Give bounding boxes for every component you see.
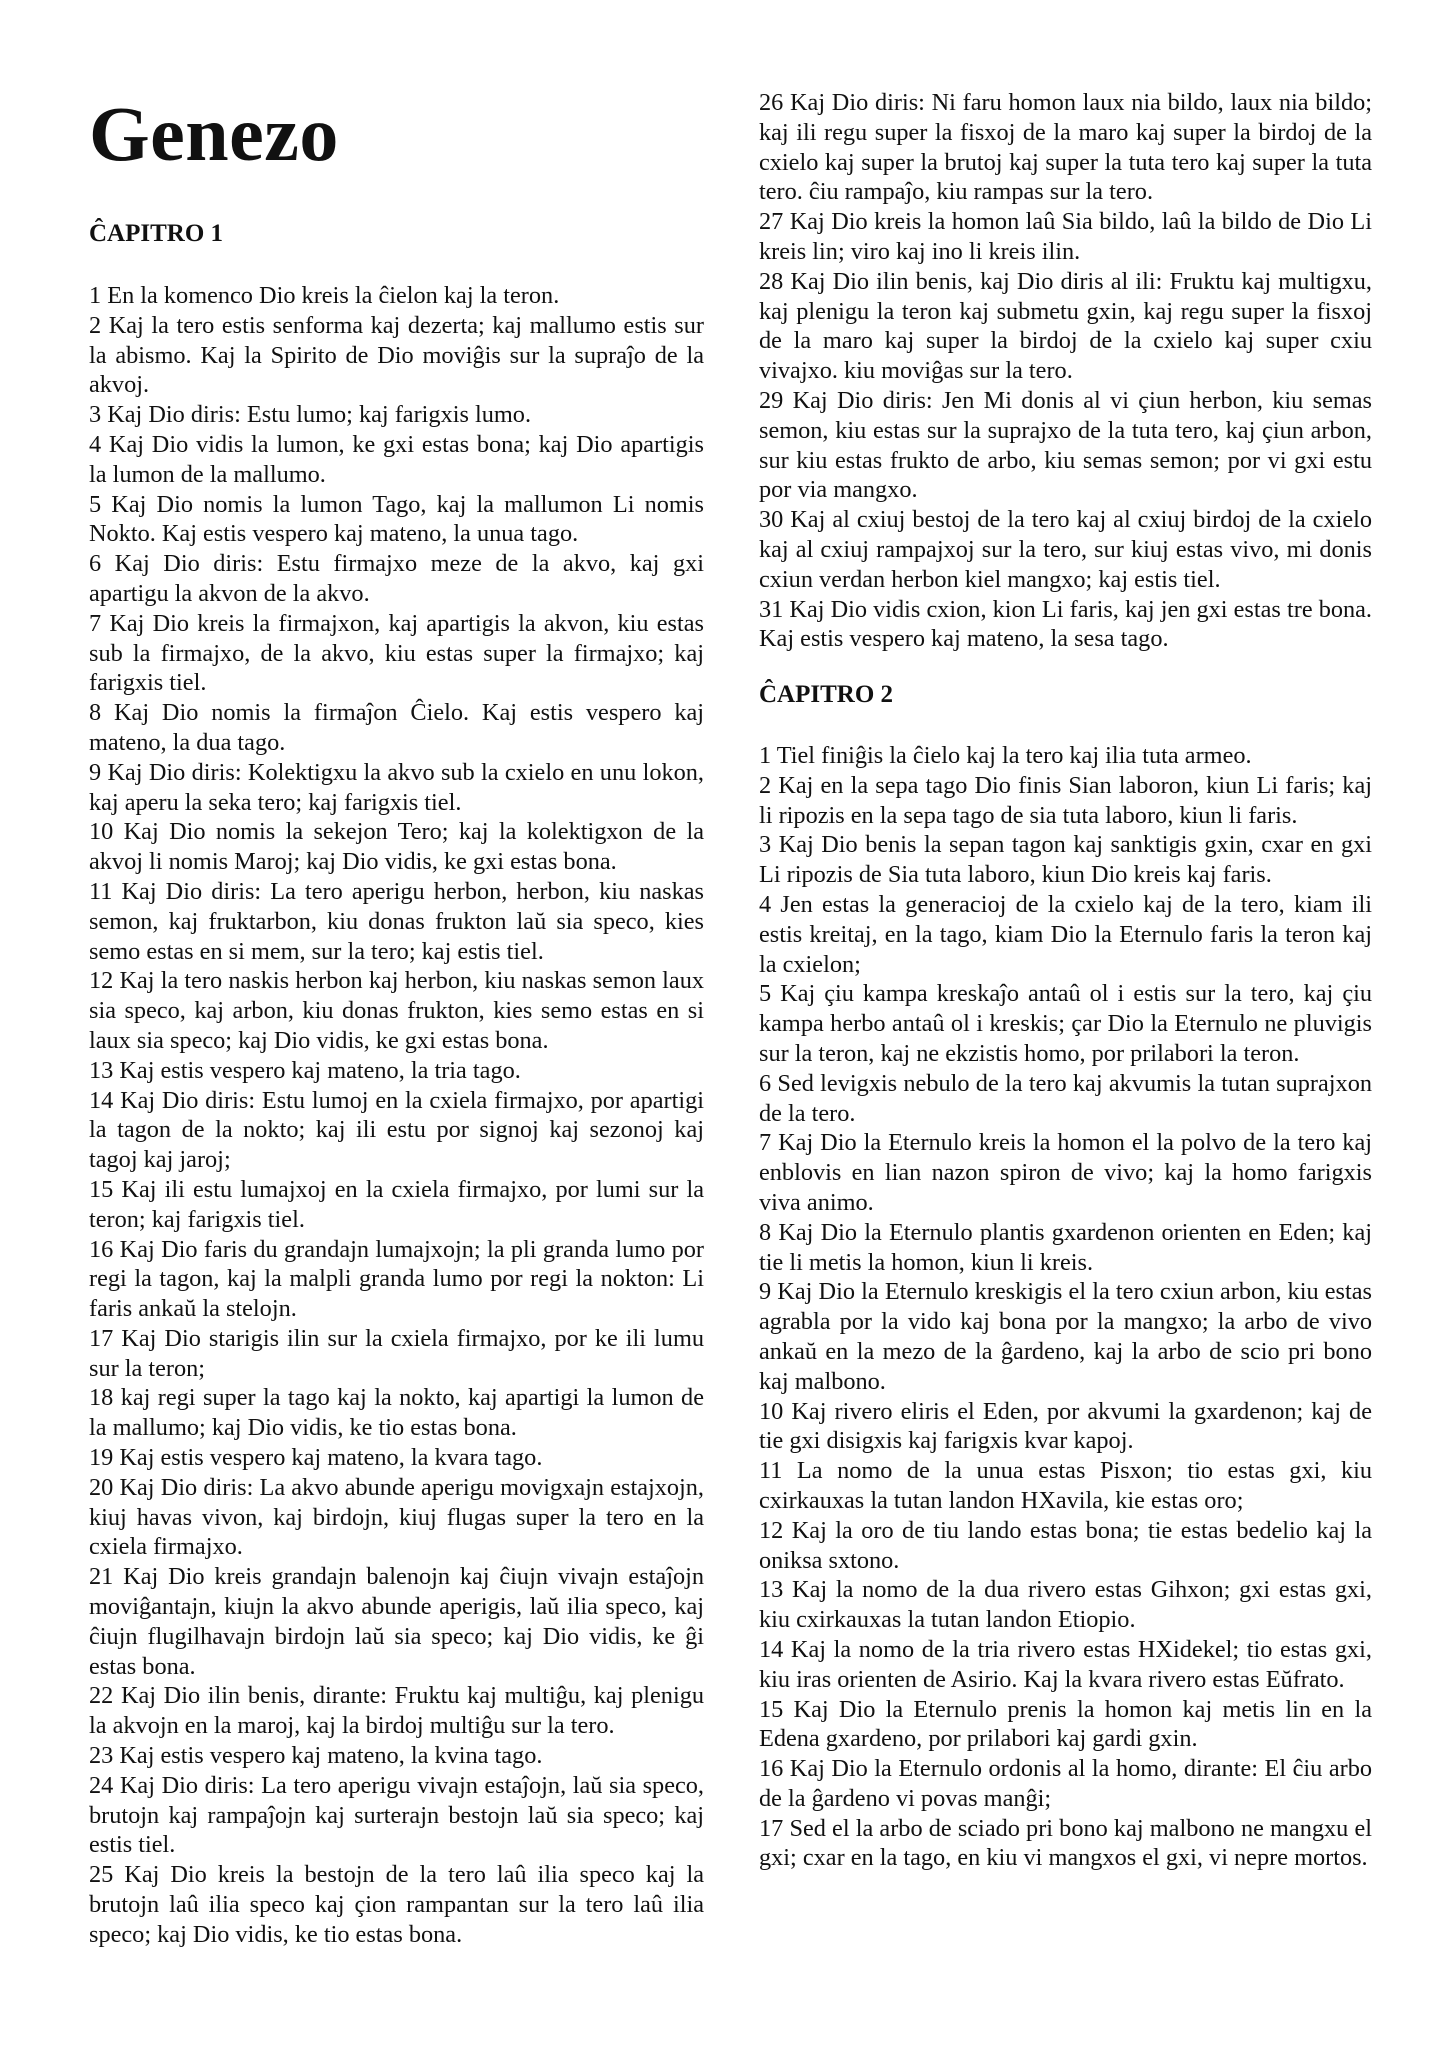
verse: 15 Kaj ili estu lumajxoj en la cxiela firmajxo, por lumi sur la teron; kaj farigxis tiel. bbox=[89, 1175, 704, 1233]
verse: 28 Kaj Dio ilin benis, kaj Dio diris al ili: Fruktu kaj multigxu, kaj plenigu la teron kaj submetu gxin, kaj regu super la fisxoj de la maro kaj super la birdoj de la cxielo kaj super cxiu vivajxo. kiu moviĝas sur la tero. bbox=[759, 267, 1372, 385]
verse: 9 Kaj Dio la Eternulo kreskigis el la tero cxiun arbon, kiu estas agrabla por la vido kaj bona por la mangxo; la arbo de vivo ankaŭ en la mezo de la ĝardeno, kaj la arbo de scio pri bono kaj malbono. bbox=[759, 1278, 1372, 1395]
verse: 7 Kaj Dio kreis la firmajxon, kaj apartigis la akvon, kiu estas sub la firmajxo, de la akvo, kiu estas super la firmajxo; kaj farigxis tiel. bbox=[89, 609, 704, 697]
verse: 1 En la komenco Dio kreis la ĉielon kaj la teron. bbox=[89, 282, 560, 309]
verse: 16 Kaj Dio faris du grandajn lumajxojn; la pli granda lumo por regi la tagon, kaj la malpli granda lumo por regi la nokton: Li faris ankaŭ la stelojn. bbox=[89, 1235, 704, 1323]
verse: 6 Kaj Dio diris: Estu firmajxo meze de la akvo, kaj gxi apartigu la akvon de la akvo. bbox=[89, 550, 704, 607]
verse: 1 Tiel finiĝis la ĉielo kaj la tero kaj ilia tuta armeo. bbox=[759, 742, 1252, 769]
verse: 4 Jen estas la generacioj de la cxielo kaj de la tero, kiam ili estis kreitaj, en la tago, kiam Dio la Eternulo faris la teron kaj la cxielon; bbox=[759, 890, 1372, 978]
chapter-2-verses bbox=[759, 741, 1372, 1873]
verse: 2 Kaj la tero estis senforma kaj dezerta; kaj mallumo estis sur la abismo. Kaj la Spirito de Dio moviĝis sur la supraĵo de la akvoj. bbox=[89, 311, 704, 399]
verse: 26 Kaj Dio diris: Ni faru homon laux nia bildo, laux nia bildo; kaj ili regu super la fisxoj de la maro kaj super la birdoj de la cxielo kaj super la brutoj kaj super la tuta tero kaj super la tuta tero. ĉiu rampaĵo, kiu rampas sur la tero. bbox=[759, 89, 1372, 206]
chapter-2-heading: ĈAPITRO 2 bbox=[759, 681, 894, 708]
verse: 11 Kaj Dio diris: La tero aperigu herbon, herbon, kiu naskas semon, kaj fruktarbon, kiu donas frukton laŭ sia speco, kies semo estas en si mem, sur la tero; kaj estis tiel. bbox=[89, 877, 704, 965]
book-title: Genezo bbox=[89, 90, 339, 177]
verse: 21 Kaj Dio kreis grandajn balenojn kaj ĉiujn vivajn estaĵojn moviĝantajn, kiujn la akvo abunde aperigis, laŭ ilia speco, kaj ĉiujn flugilhavajn birdojn laŭ sia speco; kaj Dio vidis, ke ĝi estas bona. bbox=[89, 1563, 704, 1680]
chapter-1-verses-left bbox=[89, 281, 704, 1950]
chapter-1-heading: ĈAPITRO 1 bbox=[89, 220, 224, 247]
verse: 17 Kaj Dio starigis ilin sur la cxiela firmajxo, por ke ili lumu sur la teron; bbox=[89, 1324, 704, 1382]
verse: 20 Kaj Dio diris: La akvo abunde aperigu movigxajn estajxojn, kiuj havas vivon, kaj birdojn, kiuj flugas super la tero en la cxiela firmajxo. bbox=[89, 1473, 704, 1561]
verse: 27 Kaj Dio kreis la homon laû Sia bildo, laû la bildo de Dio Li kreis lin; viro kaj ino li kreis ilin. bbox=[759, 208, 1372, 265]
verse: 10 Kaj rivero eliris el Eden, por akvumi la gxardenon; kaj de tie gxi disigxis kaj farigxis kvar kapoj. bbox=[759, 1397, 1372, 1455]
chapter-1-verses-right bbox=[759, 88, 1372, 654]
verse: 10 Kaj Dio nomis la sekejon Tero; kaj la kolektigxon de la akvoj li nomis Maroj; kaj Dio vidis, ke gxi estas bona. bbox=[89, 818, 704, 876]
verse: 22 Kaj Dio ilin benis, dirante: Fruktu kaj multiĝu, kaj plenigu la akvojn en la maroj, kaj la birdoj multiĝu sur la tero. bbox=[89, 1682, 704, 1740]
verse: 18 kaj regi super la tago kaj la nokto, kaj apartigi la lumon de la mallumo; kaj Dio vidis, ke tio estas bona. bbox=[89, 1384, 704, 1442]
verse: 23 Kaj estis vespero kaj mateno, la kvina tago. bbox=[89, 1742, 543, 1770]
verse: 5 Kaj Dio nomis la lumon Tago, kaj la mallumon Li nomis Nokto. Kaj estis vespero kaj mateno, la unua tago. bbox=[89, 490, 704, 548]
verse: 29 Kaj Dio diris: Jen Mi donis al vi çiun herbon, kiu semas semon, kiu estas sur la suprajxo de la tuta tero, kaj çiun arbon, sur kiu estas frukto de arbo, kiu semas semon; por vi gxi estu por via mangxo. bbox=[759, 386, 1372, 504]
verse: 15 Kaj Dio la Eternulo prenis la homon kaj metis lin en la Edena gxardeno, por prilabori kaj gardi gxin. bbox=[759, 1695, 1372, 1753]
verse: 19 Kaj estis vespero kaj mateno, la kvara tago. bbox=[89, 1444, 543, 1472]
verse: 5 Kaj çiu kampa kreskaĵo antaû ol i estis sur la tero, kaj çiu kampa herbo antaû ol i kreskis; çar Dio la Eternulo ne pluvigis sur la teron, kaj ne ekzistis homo, por prilabori la teron. bbox=[759, 980, 1372, 1067]
verse: 8 Kaj Dio la Eternulo plantis gxardenon orienten en Eden; kaj tie li metis la homon, kiun li kreis. bbox=[759, 1218, 1372, 1276]
verse: 4 Kaj Dio vidis la lumon, ke gxi estas bona; kaj Dio apartigis la lumon de la mallumo. bbox=[89, 430, 704, 488]
verse: 13 Kaj estis vespero kaj mateno, la tria tago. bbox=[89, 1056, 521, 1084]
verse: 14 Kaj Dio diris: Estu lumoj en la cxiela firmajxo, por apartigi la tagon de la nokto; kaj ili estu por signoj kaj sezonoj kaj tagoj kaj jaroj; bbox=[89, 1086, 704, 1174]
verse: 8 Kaj Dio nomis la firmaĵon Ĉielo. Kaj estis vespero kaj mateno, la dua tago. bbox=[89, 699, 704, 756]
verse: 3 Kaj Dio diris: Estu lumo; kaj farigxis lumo. bbox=[89, 401, 532, 429]
verse: 17 Sed el la arbo de sciado pri bono kaj malbono ne mangxu el gxi; cxar en la tago, en kiu vi mangxos el gxi, vi nepre mortos. bbox=[759, 1814, 1372, 1872]
verse: 14 Kaj la nomo de la tria rivero estas HXidekel; tio estas gxi, kiu iras orienten de Asirio. Kaj la kvara rivero estas Eŭfrato. bbox=[759, 1635, 1372, 1693]
verse: 12 Kaj la tero naskis herbon kaj herbon, kiu naskas semon laux sia speco, kaj arbon, kiu donas frukton, kies semo estas en si laux sia speco; kaj Dio vidis, ke gxi estas bona. bbox=[89, 967, 704, 1054]
verse: 13 Kaj la nomo de la dua rivero estas Gihxon; gxi estas gxi, kiu cxirkauxas la tutan landon Etiopio. bbox=[759, 1576, 1372, 1634]
verse: 12 Kaj la oro de tiu lando estas bona; tie estas bedelio kaj la oniksa sxtono. bbox=[759, 1516, 1372, 1574]
verse: 24 Kaj Dio diris: La tero aperigu vivajn estaĵojn, laŭ sia speco, brutojn kaj rampaĵojn kaj surterajn bestojn laŭ sia speco; kaj estis tiel. bbox=[89, 1771, 704, 1859]
verse: 2 Kaj en la sepa tago Dio finis Sian laboron, kiun Li faris; kaj li ripozis en la sepa tago de sia tuta laboro, kiun li faris. bbox=[759, 771, 1372, 829]
verse: 11 La nomo de la unua estas Pisxon; tio estas gxi, kiu cxirkauxas la tutan landon HXavila, kie estas oro; bbox=[759, 1457, 1372, 1514]
verse: 16 Kaj Dio la Eternulo ordonis al la homo, dirante: El ĉiu arbo de la ĝardeno vi povas manĝi; bbox=[759, 1755, 1372, 1812]
verse: 6 Sed levigxis nebulo de la tero kaj akvumis la tutan suprajxon de la tero. bbox=[759, 1069, 1372, 1127]
verse: 3 Kaj Dio benis la sepan tagon kaj sanktigis gxin, cxar en gxi Li ripozis de Sia tuta laboro, kiun Dio kreis kaj faris. bbox=[759, 831, 1372, 889]
verse: 30 Kaj al cxiuj bestoj de la tero kaj al cxiuj birdoj de la cxielo kaj al cxiuj rampajxoj sur la tero, sur kiuj estas vivo, mi donis cxiun verdan herbon kiel mangxo; kaj estis tiel. bbox=[759, 506, 1372, 593]
verse: 7 Kaj Dio la Eternulo kreis la homon el la polvo de la tero kaj enblovis en lian nazon spiron de vivo; kaj la homo farigxis viva animo. bbox=[759, 1129, 1372, 1216]
verse: 9 Kaj Dio diris: Kolektigxu la akvo sub la cxielo en unu lokon, kaj aperu la seka tero; kaj farigxis tiel. bbox=[89, 758, 704, 816]
verse: 25 Kaj Dio kreis la bestojn de la tero laû ilia speco kaj la brutojn laû ilia speco kaj çion rampantan sur la tero laû ilia speco; kaj Dio vidis, ke tio estas bona. bbox=[89, 1861, 704, 1948]
verse: 31 Kaj Dio vidis cxion, kion Li faris, kaj jen gxi estas tre bona. Kaj estis vespero kaj mateno, la sesa tago. bbox=[759, 595, 1372, 653]
